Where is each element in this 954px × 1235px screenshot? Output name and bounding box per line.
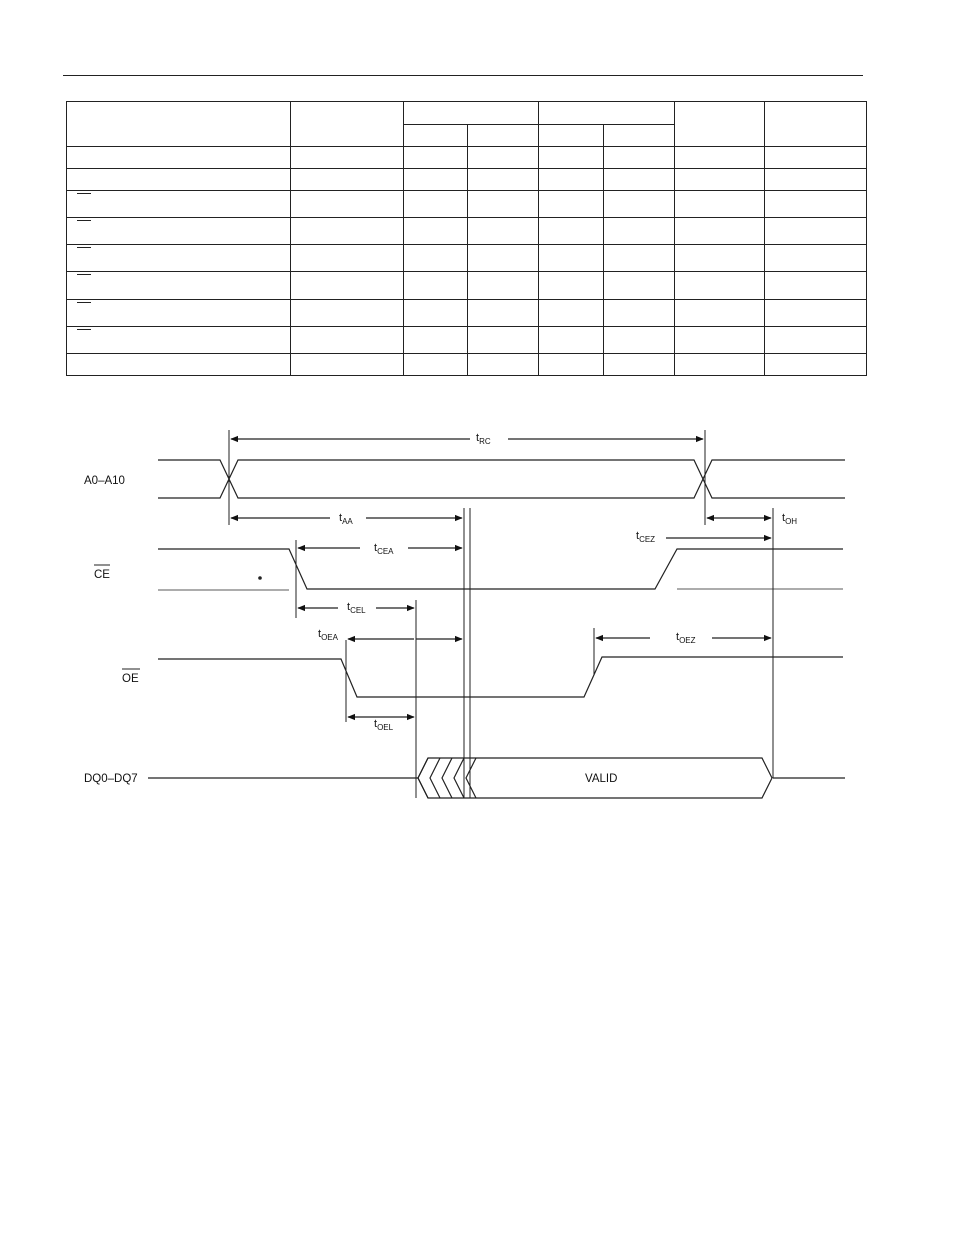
toea-label: $t_{OEA}$: [318, 628, 338, 642]
toel-label: $t_{OEL}$: [374, 718, 394, 732]
ce-waveform: [158, 549, 843, 589]
tcez-label: $t_{CEZ}$: [636, 530, 656, 544]
address-signal-label: A0–A10: [84, 475, 125, 487]
tcel-label: $t_{CEL}$: [347, 601, 366, 615]
address-waveform: [158, 460, 845, 498]
data-waveform: [148, 758, 845, 798]
toh-label: $t_{OH}$: [782, 512, 798, 526]
valid-data-label: VALID: [585, 773, 618, 785]
oe-waveform: [158, 657, 843, 697]
toez-label: $t_{OEZ}$: [676, 631, 696, 645]
tcea-label: $t_{CEA}$: [374, 542, 394, 556]
timing-reference-lines: [229, 430, 773, 798]
oe-signal-label: OE: [122, 673, 139, 685]
trc-label: $t_{RC}$: [476, 432, 491, 446]
print-speck: [258, 576, 262, 580]
taa-label: $t_{AA}$: [339, 512, 353, 526]
data-signal-label: DQ0–DQ7: [84, 773, 138, 785]
ce-signal-label: CE: [94, 569, 110, 581]
